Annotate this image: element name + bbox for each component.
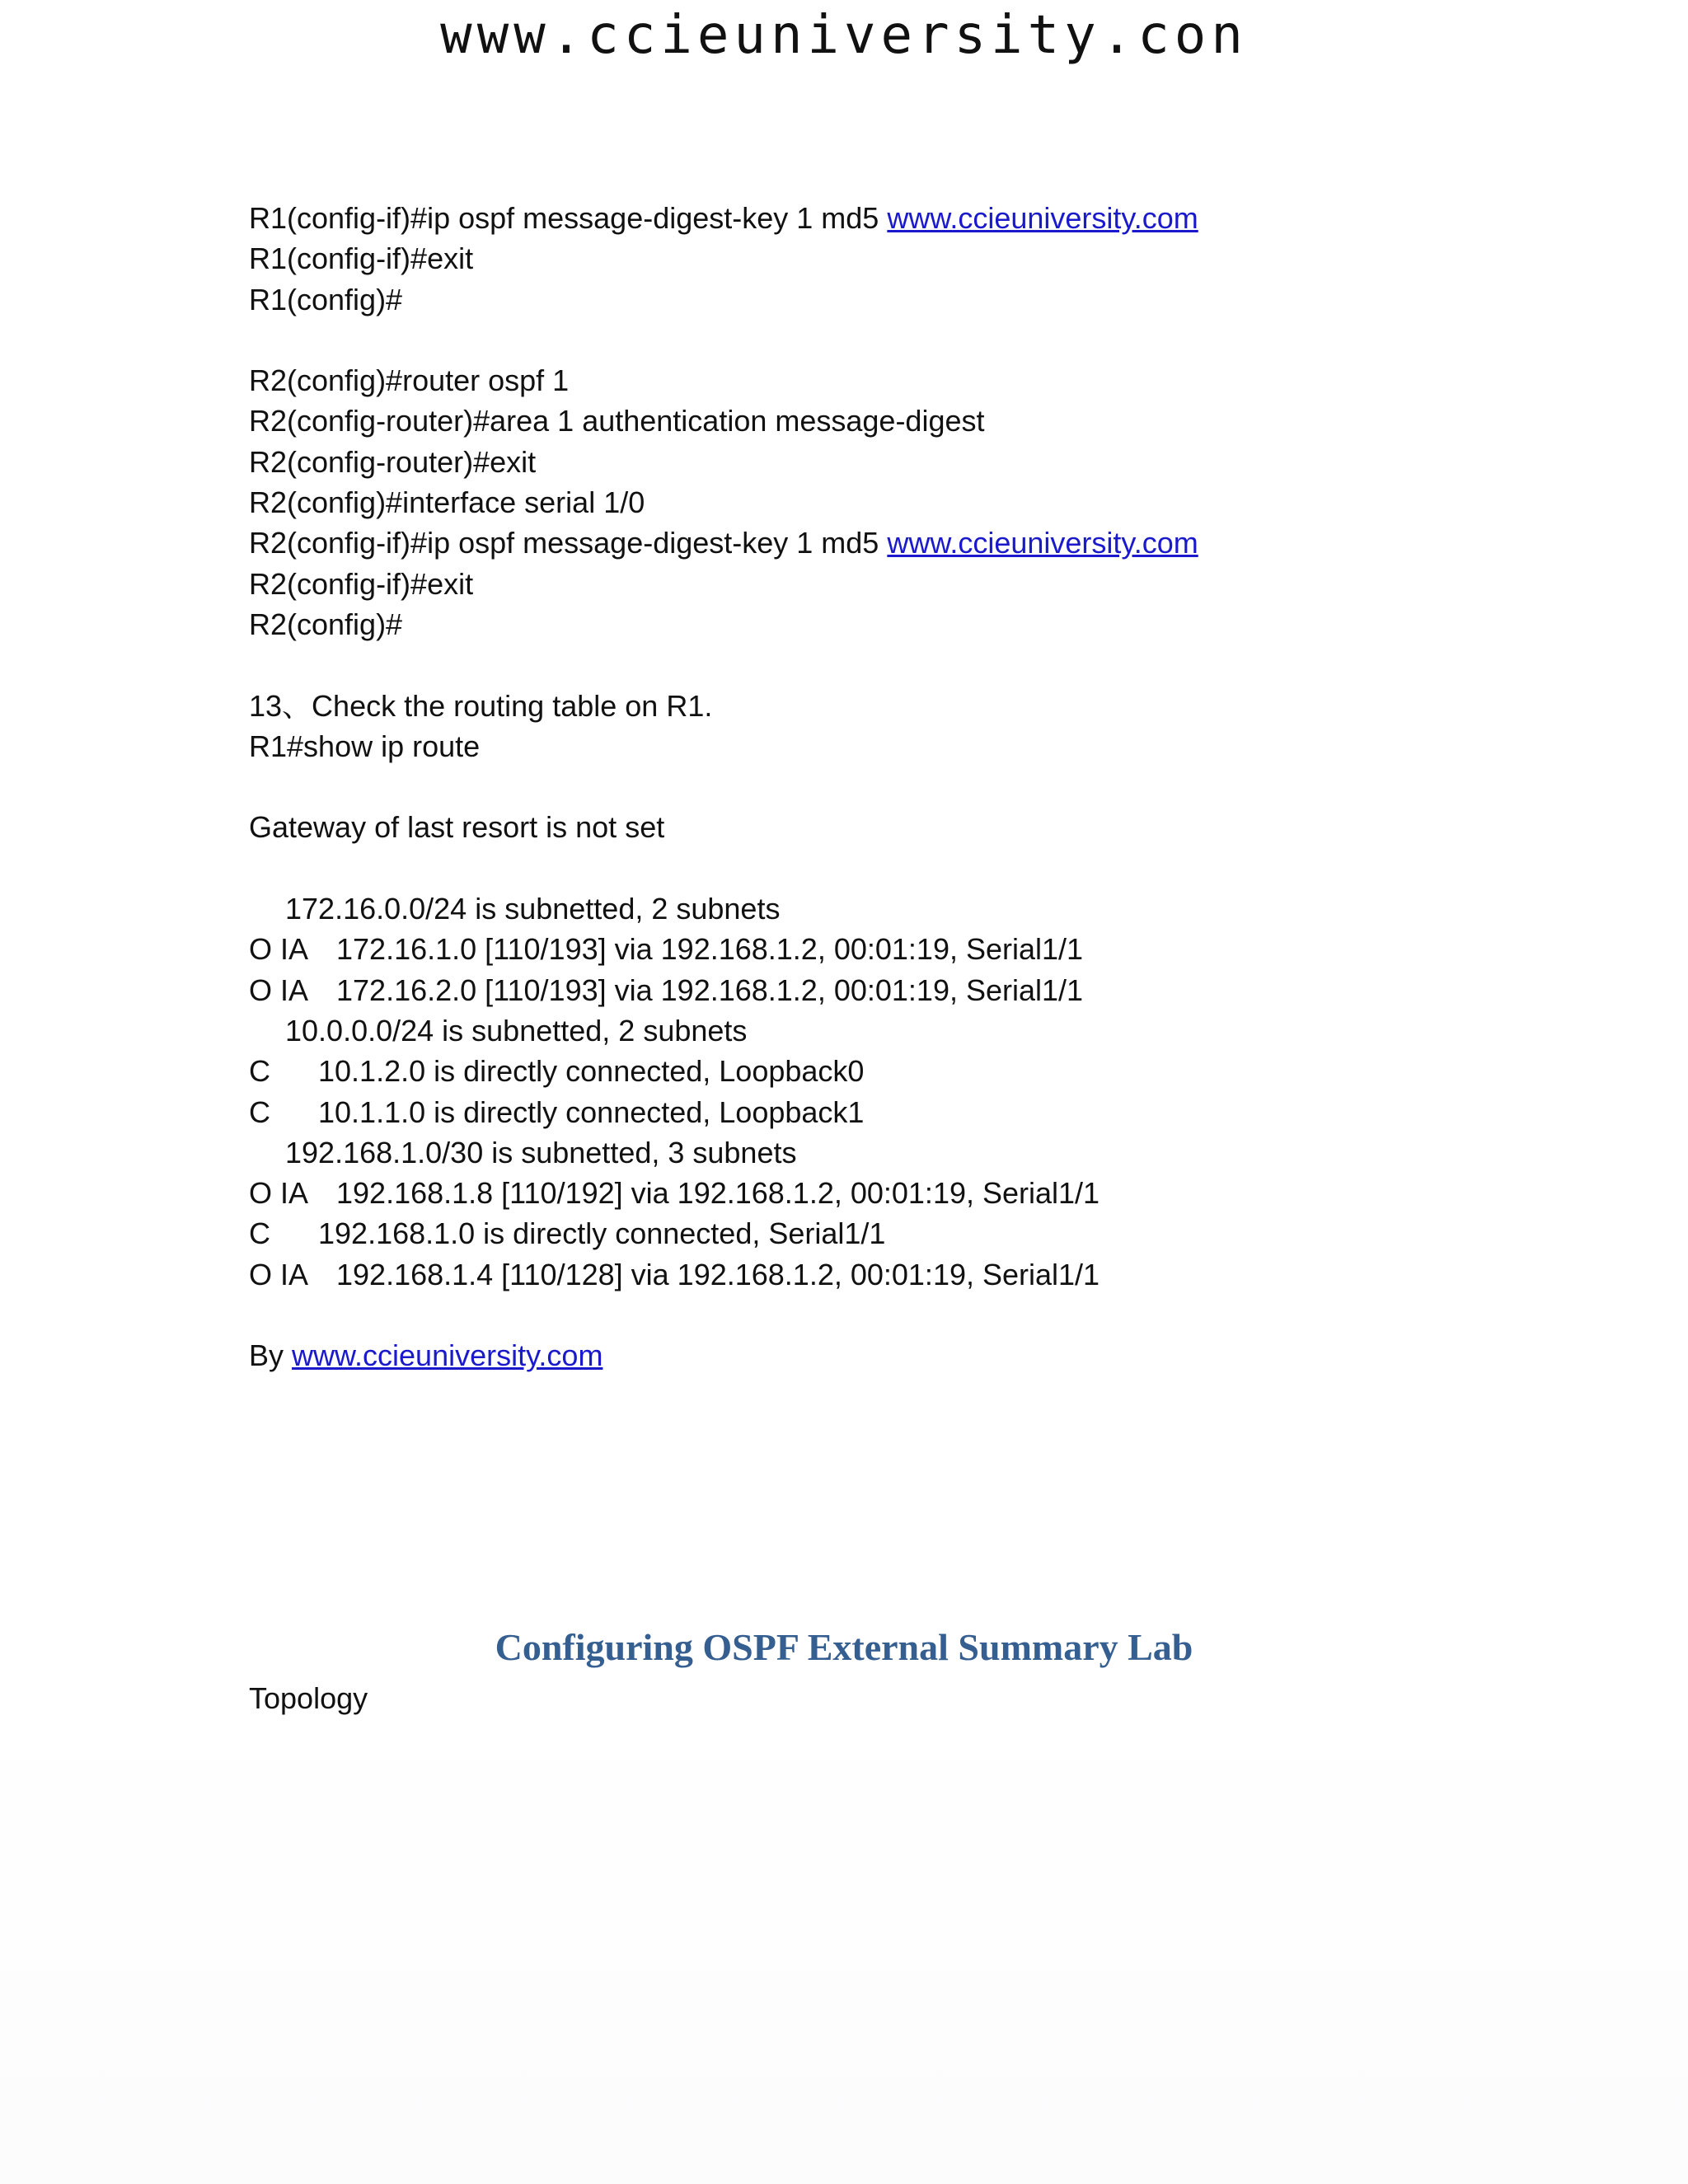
config-line-text: R2(config-if)#ip ospf message-digest-key 1 md5	[249, 526, 888, 560]
config-line: R2(config)#router ospf 1	[249, 363, 570, 398]
section-title: Configuring OSPF External Summary Lab	[495, 1626, 1193, 1668]
routing-summary-line: 10.0.0.0/24 is subnetted, 2 subnets	[285, 1013, 748, 1047]
config-line: R2(config)#	[249, 607, 403, 641]
route-text: 172.16.2.0 [110/193] via 192.168.1.2, 00:01:19, Serial1/1	[336, 972, 1084, 1007]
step-heading: 13、Check the routing table on R1.	[249, 688, 713, 723]
routing-entry	[249, 1213, 1568, 1254]
spacer	[249, 848, 1568, 888]
route-code: C	[249, 1094, 270, 1129]
byline-prefix: By	[249, 1338, 293, 1373]
topology-label: Topology	[249, 1681, 368, 1715]
route-code: O IA	[249, 1257, 309, 1291]
gateway-line: Gateway of last resort is not set	[249, 810, 665, 845]
config-line-text: R1(config-if)#ip ospf message-digest-key 1 md5	[249, 201, 888, 235]
routing-entry	[249, 1254, 1568, 1295]
route-text: 192.168.1.8 [110/192] via 192.168.1.2, 00:01:19, Serial1/1	[336, 1176, 1100, 1211]
r1-config-block	[249, 198, 1568, 320]
ccieuniversity-link[interactable]: www.ccieuniversity.com	[887, 526, 1198, 560]
routing-entry	[249, 1051, 1568, 1091]
config-line: R1(config-if)#exit	[249, 241, 474, 276]
routing-summary-line: 172.16.0.0/24 is subnetted, 2 subnets	[285, 892, 781, 926]
route-text: 10.1.1.0 is directly connected, Loopback1	[318, 1094, 865, 1129]
config-line: R1(config)#	[249, 282, 403, 316]
route-text: 192.168.1.0 is directly connected, Serial1/1	[318, 1216, 886, 1251]
document-body	[249, 198, 1568, 1376]
route-code: O IA	[249, 1176, 309, 1211]
routing-table	[249, 888, 1568, 1295]
spacer	[249, 1295, 1568, 1335]
r2-config-block	[249, 360, 1568, 644]
routing-summary-line: 192.168.1.0/30 is subnetted, 3 subnets	[285, 1135, 797, 1169]
routing-entry	[249, 1173, 1568, 1213]
ccieuniversity-link[interactable]: www.ccieuniversity.com	[292, 1338, 603, 1373]
routing-entry	[249, 970, 1568, 1010]
route-text: 172.16.1.0 [110/193] via 192.168.1.2, 00:01:19, Serial1/1	[336, 932, 1084, 967]
routing-entry	[249, 929, 1568, 969]
route-text: 10.1.2.0 is directly connected, Loopback0	[318, 1054, 865, 1089]
byline	[249, 1335, 1568, 1376]
config-line: R2(config-if)#exit	[249, 566, 474, 601]
site-watermark-header: www.ccieuniversity.con	[440, 5, 1248, 66]
show-command: R1#show ip route	[249, 729, 481, 763]
spacer	[249, 766, 1568, 807]
route-code: C	[249, 1216, 270, 1251]
routing-entry	[249, 1092, 1568, 1132]
route-text: 192.168.1.4 [110/128] via 192.168.1.2, 00:01:19, Serial1/1	[336, 1257, 1100, 1291]
config-line	[249, 198, 1568, 238]
spacer	[249, 320, 1568, 360]
ccieuniversity-link[interactable]: www.ccieuniversity.com	[887, 201, 1198, 235]
route-code: C	[249, 1054, 270, 1089]
route-code: O IA	[249, 932, 309, 967]
config-line: R2(config-router)#area 1 authentication message-digest	[249, 404, 985, 438]
route-code: O IA	[249, 972, 309, 1007]
config-line: R2(config)#interface serial 1/0	[249, 485, 645, 520]
spacer	[249, 644, 1568, 685]
config-line	[249, 523, 1568, 563]
config-line: R2(config-router)#exit	[249, 444, 537, 479]
